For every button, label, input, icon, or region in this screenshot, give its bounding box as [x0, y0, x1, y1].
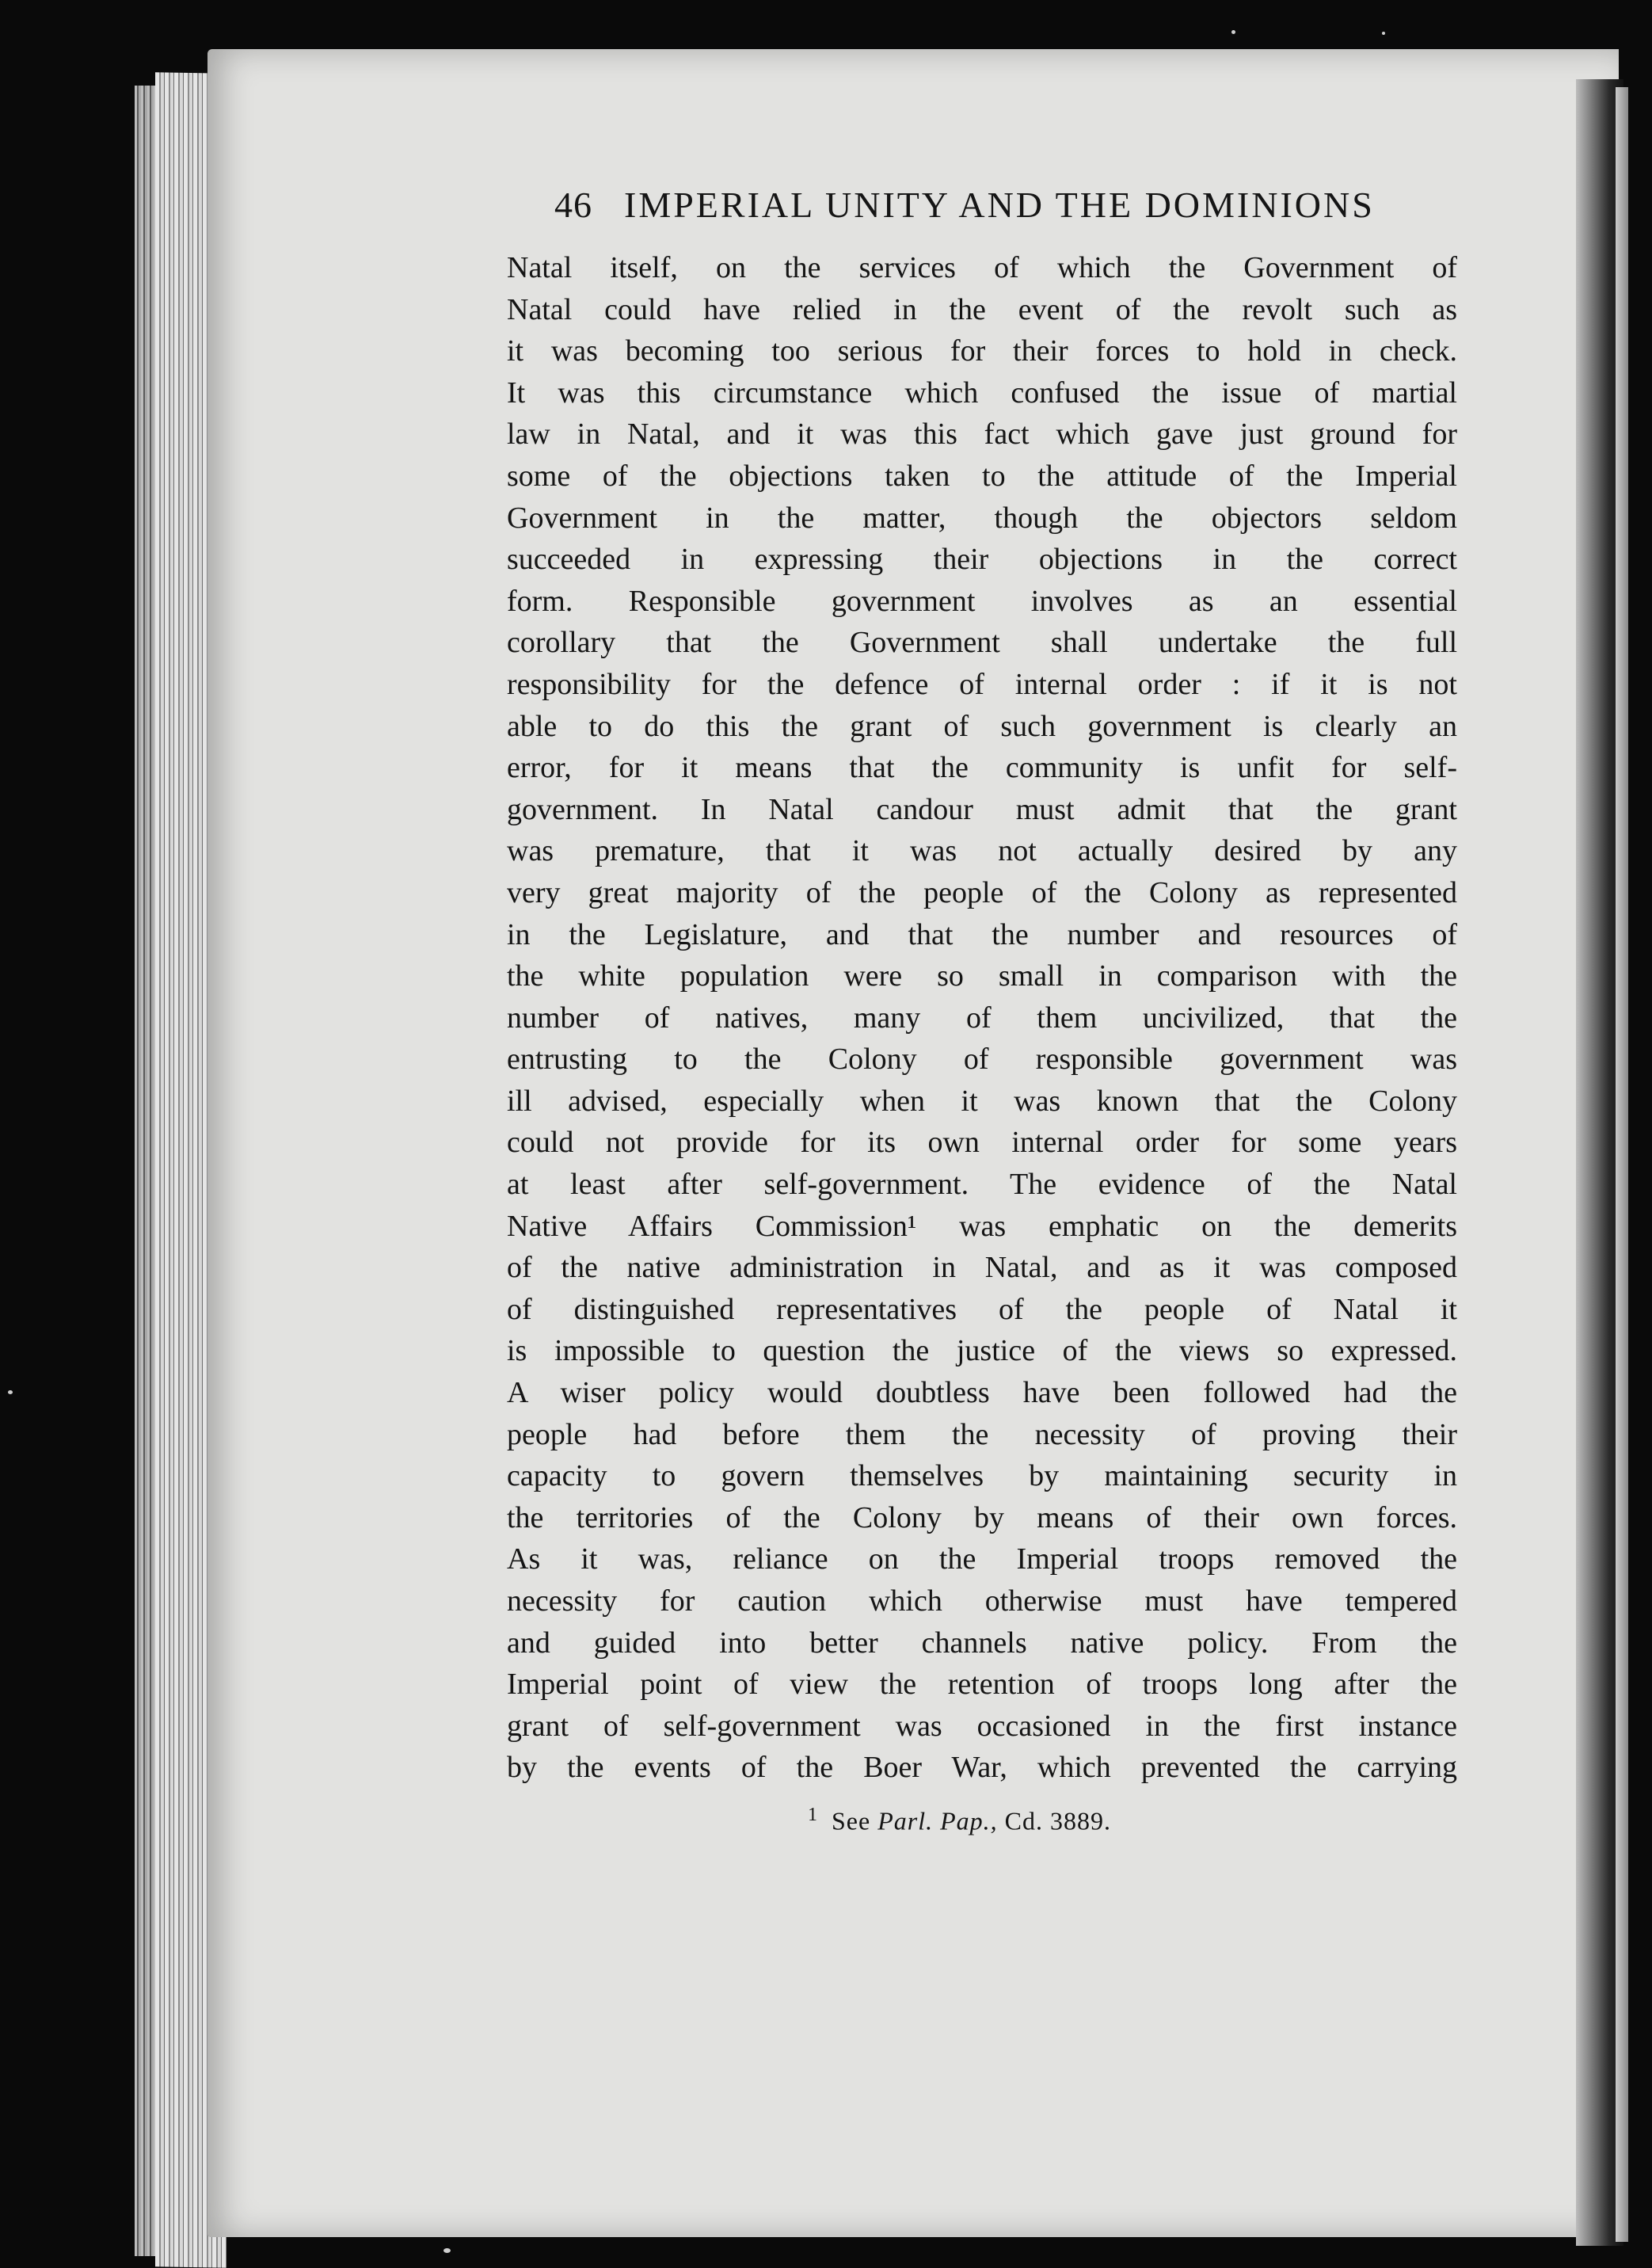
text-line: Imperial point of view the retention of troops long after the	[507, 1668, 1457, 1702]
text-line: at least after self-government. The evidence of the Natal	[507, 1168, 1457, 1202]
running-head-title: IMPERIAL UNITY AND THE DOMINIONS	[624, 185, 1375, 225]
footnote-reference: Cd. 3889.	[1004, 1806, 1111, 1835]
text-line: grant of self-government was occasioned in the first instance	[507, 1709, 1457, 1743]
text-line: responsibility for the defence of internal order : if it is not	[507, 667, 1457, 701]
text-line: It was this circumstance which confused the issue of martial	[507, 375, 1457, 410]
page-number: 46	[554, 185, 592, 225]
scan-speck	[8, 1390, 13, 1394]
text-line: As it was, reliance on the Imperial troops removed the	[507, 1542, 1457, 1576]
text-line: Native Affairs Commission¹ was emphatic on the demerits	[507, 1209, 1457, 1243]
text-line: the white population were so small in comparison with the	[507, 959, 1457, 993]
footnote-marker: 1	[808, 1804, 818, 1825]
text-line: error, for it means that the community is unfit for self-	[507, 751, 1457, 785]
text-line: entrusting to the Colony of responsible government was	[507, 1043, 1457, 1077]
text-line: could not provide for its own internal order for some years	[507, 1126, 1457, 1160]
running-head	[554, 184, 1457, 242]
text-line: of distinguished representatives of the people of Natal it	[507, 1292, 1457, 1326]
text-line: ill advised, especially when it was known that the Colony	[507, 1084, 1457, 1118]
footnote-source: Parl. Pap.,	[877, 1806, 998, 1835]
text-line: government. In Natal candour must admit that the grant	[507, 792, 1457, 826]
text-line: law in Natal, and it was this fact which gave just ground for	[507, 417, 1457, 452]
text-line: form. Responsible government involves as an essential	[507, 584, 1457, 618]
scan-speck	[1231, 30, 1235, 34]
text-line: able to do this the grant of such government is clearly an	[507, 709, 1457, 743]
text-line: of the native administration in Natal, and as it was composed	[507, 1251, 1457, 1285]
text-line: capacity to govern themselves by maintaining security in	[507, 1459, 1457, 1493]
text-line: the territories of the Colony by means of their own forces.	[507, 1500, 1457, 1534]
text-line: A wiser policy would doubtless have been followed had the	[507, 1376, 1457, 1410]
body-text	[507, 247, 1457, 1789]
text-line: Government in the matter, though the objectors seldom	[507, 501, 1457, 535]
text-line: is impossible to question the justice of the views so expressed.	[507, 1334, 1457, 1368]
text-line: very great majority of the people of the Colony as represented	[507, 875, 1457, 909]
footnote-prefix: See	[832, 1806, 871, 1835]
text-line: corollary that the Government shall undertake the full	[507, 626, 1457, 660]
footnote	[808, 1805, 1457, 1836]
page-text-block	[507, 184, 1457, 1836]
text-line: people had before them the necessity of proving their	[507, 1417, 1457, 1451]
page-gutter-edge	[1616, 87, 1628, 2242]
text-line: it was becoming too serious for their forces to hold in check.	[507, 334, 1457, 368]
text-line: was premature, that it was not actually desired by any	[507, 834, 1457, 868]
text-line: and guided into better channels native policy. From the	[507, 1626, 1457, 1660]
text-line: by the events of the Boer War, which prevented the carrying	[507, 1751, 1457, 1785]
text-line: in the Legislature, and that the number and resources of	[507, 917, 1457, 951]
text-line: some of the objections taken to the attitude of the Imperial	[507, 459, 1457, 493]
text-line: Natal itself, on the services of which the Government of	[507, 251, 1457, 284]
text-line: necessity for caution which otherwise must have tempered	[507, 1584, 1457, 1618]
scan-speck	[1382, 32, 1385, 35]
scan-speck	[443, 2248, 451, 2253]
text-line: Natal could have relied in the event of the revolt such as	[507, 292, 1457, 326]
text-line: succeeded in expressing their objections in the correct	[507, 543, 1457, 577]
text-line: number of natives, many of them uncivilized, that the	[507, 1001, 1457, 1035]
